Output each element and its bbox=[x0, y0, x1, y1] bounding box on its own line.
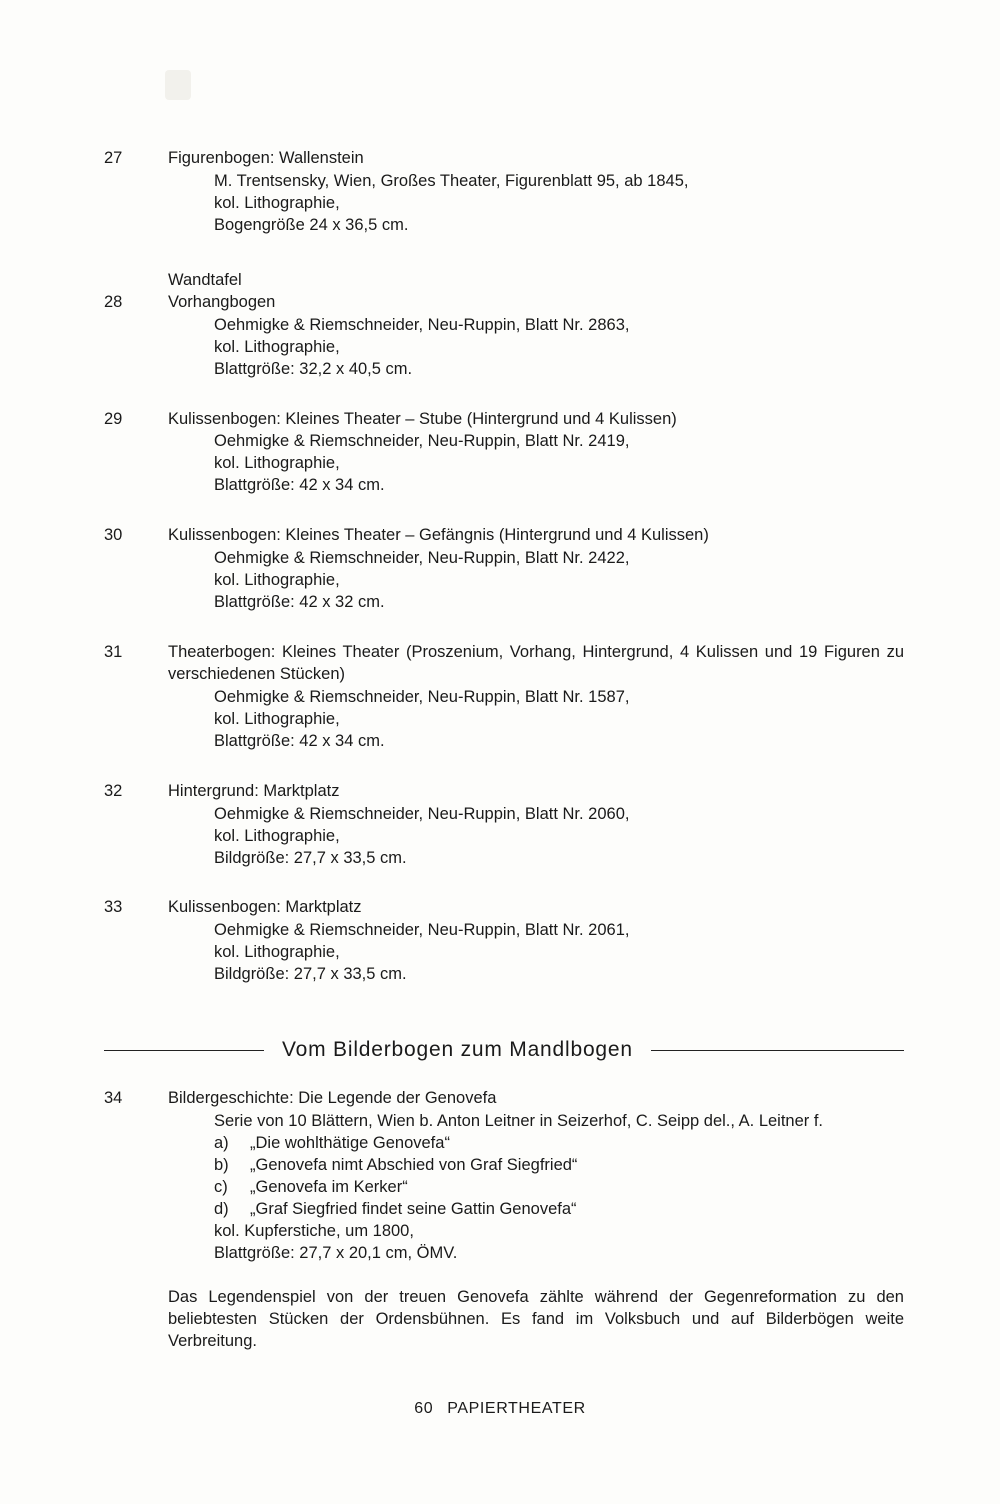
entry-details-tail bbox=[214, 1221, 904, 1265]
entry-details bbox=[214, 804, 904, 870]
entry-title: Bildergeschichte: Die Legende der Genovefa bbox=[168, 1089, 497, 1108]
entry-title: Hintergrund: Marktplatz bbox=[168, 781, 340, 800]
entry-detail-line: Bildgröße: 27,7 x 33,5 cm. bbox=[214, 848, 407, 867]
entry-number: 29 bbox=[104, 409, 123, 428]
entry-body bbox=[168, 1088, 904, 1265]
entry-body bbox=[168, 781, 904, 870]
entry-detail-line: kol. Kupferstiche, um 1800, bbox=[214, 1221, 414, 1240]
entry-number: 31 bbox=[104, 643, 123, 661]
entry-detail-line: Blattgröße: 27,7 x 20,1 cm, ÖMV. bbox=[214, 1243, 458, 1262]
catalogue-entry bbox=[104, 148, 904, 237]
entry-body bbox=[168, 409, 904, 498]
entry-body bbox=[168, 642, 904, 753]
entry-number: 28 bbox=[104, 292, 123, 311]
page-footer bbox=[0, 1400, 1000, 1418]
catalogue-entry bbox=[104, 292, 904, 381]
entry-body bbox=[168, 292, 904, 381]
list-item-marker: b) bbox=[214, 1156, 229, 1174]
entry-detail-line: kol. Lithographie, bbox=[214, 709, 340, 728]
list-item bbox=[214, 1177, 904, 1199]
entry-number: 34 bbox=[104, 1089, 123, 1108]
entry-details bbox=[214, 687, 904, 753]
catalogue-entry bbox=[104, 642, 904, 753]
entry-details bbox=[214, 315, 904, 381]
catalogue-entry bbox=[104, 525, 904, 614]
section-heading-text: Vom Bilderbogen zum Mandlbogen bbox=[282, 1038, 633, 1062]
heading-rule-right bbox=[651, 1050, 904, 1051]
entry-number: 27 bbox=[104, 149, 123, 167]
entry-detail-line: Bildgröße: 27,7 x 33,5 cm. bbox=[214, 965, 407, 984]
list-item-label: „Die wohlthätige Genovefa“ bbox=[250, 1134, 450, 1153]
entry-detail-line: Blattgröße: 42 x 32 cm. bbox=[214, 593, 385, 612]
entry-number: 32 bbox=[104, 781, 123, 800]
entry-detail-line: Blattgröße: 32,2 x 40,5 cm. bbox=[214, 359, 413, 378]
entry-number: 33 bbox=[104, 898, 123, 917]
list-item-label: „Genovefa nimt Abschied von Graf Siegfried“ bbox=[250, 1156, 578, 1174]
entry-sub-list bbox=[214, 1133, 904, 1221]
entry-title: Theaterbogen: Kleines Theater (Proszenium, Vorhang, Hintergrund, 4 Kulissen und 19 Figuren zu verschiedenen Stücken) bbox=[168, 643, 904, 683]
entry-detail-line: Blattgröße: 42 x 34 cm. bbox=[214, 731, 385, 750]
entry-title: Figurenbogen: Wallenstein bbox=[168, 149, 364, 167]
entry-details bbox=[214, 548, 904, 614]
list-item bbox=[214, 1155, 904, 1177]
section-label-wandtafel: Wandtafel bbox=[168, 270, 242, 289]
list-item-marker: a) bbox=[214, 1134, 229, 1153]
entry-detail-line: Oehmigke & Riemschneider, Neu-Ruppin, Blatt Nr. 2060, bbox=[214, 804, 630, 823]
entry-details bbox=[214, 1111, 904, 1133]
page-number: 60 bbox=[414, 1400, 434, 1417]
entry-detail-line: Oehmigke & Riemschneider, Neu-Ruppin, Blatt Nr. 2422, bbox=[214, 549, 630, 568]
entry-detail-line: kol. Lithographie, bbox=[214, 826, 340, 845]
list-item-marker: d) bbox=[214, 1199, 229, 1218]
list-item bbox=[214, 1133, 904, 1155]
entry-detail-line: Serie von 10 Blättern, Wien b. Anton Leitner in Seizerhof, C. Seipp del., A. Leitner f. bbox=[214, 1112, 824, 1131]
entry-details bbox=[214, 920, 904, 986]
entry-details bbox=[214, 431, 904, 497]
entry-detail-line: Blattgröße: 42 x 34 cm. bbox=[214, 476, 385, 495]
entry-title: Kulissenbogen: Kleines Theater – Gefängnis (Hintergrund und 4 Kulissen) bbox=[168, 526, 709, 545]
list-item-label: „Genovefa im Kerker“ bbox=[250, 1177, 408, 1196]
catalogue-content bbox=[104, 148, 904, 1353]
entry-body bbox=[168, 148, 904, 237]
entry-detail-line: kol. Lithographie, bbox=[214, 193, 340, 212]
entry-number: 30 bbox=[104, 526, 123, 545]
entry-detail-line: Oehmigke & Riemschneider, Neu-Ruppin, Blatt Nr. 2061, bbox=[214, 921, 630, 940]
section-heading bbox=[104, 1038, 904, 1062]
entry-title: Kulissenbogen: Marktplatz bbox=[168, 898, 362, 917]
paper-smudge bbox=[165, 70, 191, 100]
entry-title: Vorhangbogen bbox=[168, 292, 276, 311]
commentary-paragraph: Das Legendenspiel von der treuen Genovefa zählte während der Gegenreformation zu den beliebtesten Stücken der Ordensbühnen. Es fand im Volksbuch und auf Bilderbögen weite Verbreitung. bbox=[168, 1287, 904, 1350]
catalogue-entry bbox=[104, 409, 904, 498]
catalogue-entry bbox=[104, 781, 904, 870]
entry-detail-line: Oehmigke & Riemschneider, Neu-Ruppin, Blatt Nr. 1587, bbox=[214, 687, 630, 706]
entry-detail-line: Oehmigke & Riemschneider, Neu-Ruppin, Blatt Nr. 2419, bbox=[214, 432, 630, 451]
entry-detail-line: M. Trentsensky, Wien, Großes Theater, Figurenblatt 95, ab 1845, bbox=[214, 171, 689, 190]
entry-detail-line: kol. Lithographie, bbox=[214, 337, 340, 356]
entry-detail-line: kol. Lithographie, bbox=[214, 454, 340, 473]
catalogue-entry bbox=[104, 1088, 904, 1265]
entry-detail-line: Oehmigke & Riemschneider, Neu-Ruppin, Blatt Nr. 2863, bbox=[214, 315, 630, 334]
entry-body bbox=[168, 525, 904, 614]
entry-body bbox=[168, 897, 904, 986]
entry-detail-line: kol. Lithographie, bbox=[214, 943, 340, 962]
entry-detail-line: kol. Lithographie, bbox=[214, 571, 340, 590]
heading-rule-left bbox=[104, 1050, 264, 1051]
list-item-marker: c) bbox=[214, 1177, 228, 1196]
list-item bbox=[214, 1199, 904, 1221]
catalogue-entry bbox=[104, 897, 904, 986]
running-title: PAPIERTHEATER bbox=[447, 1400, 586, 1417]
entry-title: Kulissenbogen: Kleines Theater – Stube (Hintergrund und 4 Kulissen) bbox=[168, 409, 677, 428]
list-item-label: „Graf Siegfried findet seine Gattin Genovefa“ bbox=[250, 1199, 577, 1218]
entry-detail-line: Bogengröße 24 x 36,5 cm. bbox=[214, 215, 409, 234]
entry-details bbox=[214, 171, 904, 237]
